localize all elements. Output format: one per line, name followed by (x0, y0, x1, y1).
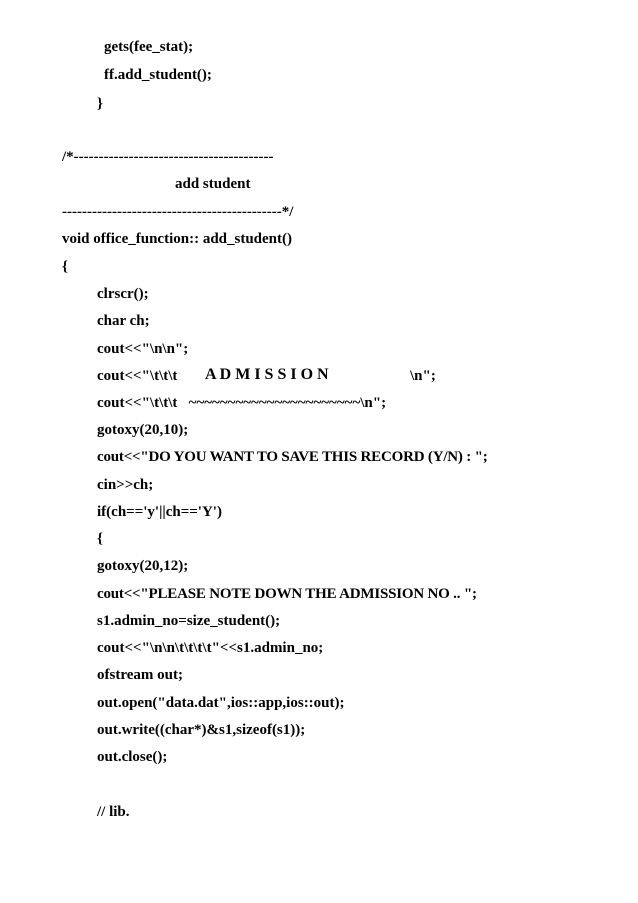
code-line: cout<<"\t\t\t ~~~~~~~~~~~~~~~~~~~~~~\n"; (97, 395, 387, 411)
code-line: cin>>ch; (97, 477, 154, 493)
code-line: gotoxy(20,10); (97, 422, 189, 438)
code-line: cout<<"PLEASE NOTE DOWN THE ADMISSION NO .. "; (97, 586, 477, 602)
code-comment: // lib. (97, 804, 130, 820)
code-line: cout<<"\n\n\t\t\t\t"<<s1.admin_no; (97, 640, 324, 656)
code-line: { (62, 259, 68, 275)
code-line: gotoxy(20,12); (97, 558, 189, 574)
code-line: out.close(); (97, 749, 168, 765)
code-line: cout<<"\t\t\t (97, 368, 178, 384)
code-line: if(ch=='y'||ch=='Y') (97, 504, 222, 520)
code-line: ff.add_student(); (104, 67, 212, 83)
code-line: out.write((char*)&s1,sizeof(s1)); (97, 722, 306, 738)
admission-heading-text: A D M I S S I O N (205, 366, 329, 383)
code-line: char ch; (97, 313, 150, 329)
code-line: clrscr(); (97, 286, 149, 302)
code-line: } (97, 96, 103, 112)
function-signature: void office_function:: add_student() (62, 231, 293, 247)
code-line: { (97, 531, 103, 547)
code-line: out.open("data.dat",ios::app,ios::out); (97, 695, 345, 711)
comment-title: add student (175, 176, 251, 192)
code-line: gets(fee_stat); (104, 39, 194, 55)
comment-separator: --------------------------------------------*/ (62, 204, 294, 220)
code-line: s1.admin_no=size_student(); (97, 613, 281, 629)
code-line: ofstream out; (97, 667, 183, 683)
code-line: cout<<"DO YOU WANT TO SAVE THIS RECORD (Y/N) : "; (97, 449, 488, 465)
comment-separator: /*---------------------------------------- (62, 149, 274, 165)
code-line: \n"; (410, 368, 436, 384)
code-line: cout<<"\n\n"; (97, 341, 189, 357)
